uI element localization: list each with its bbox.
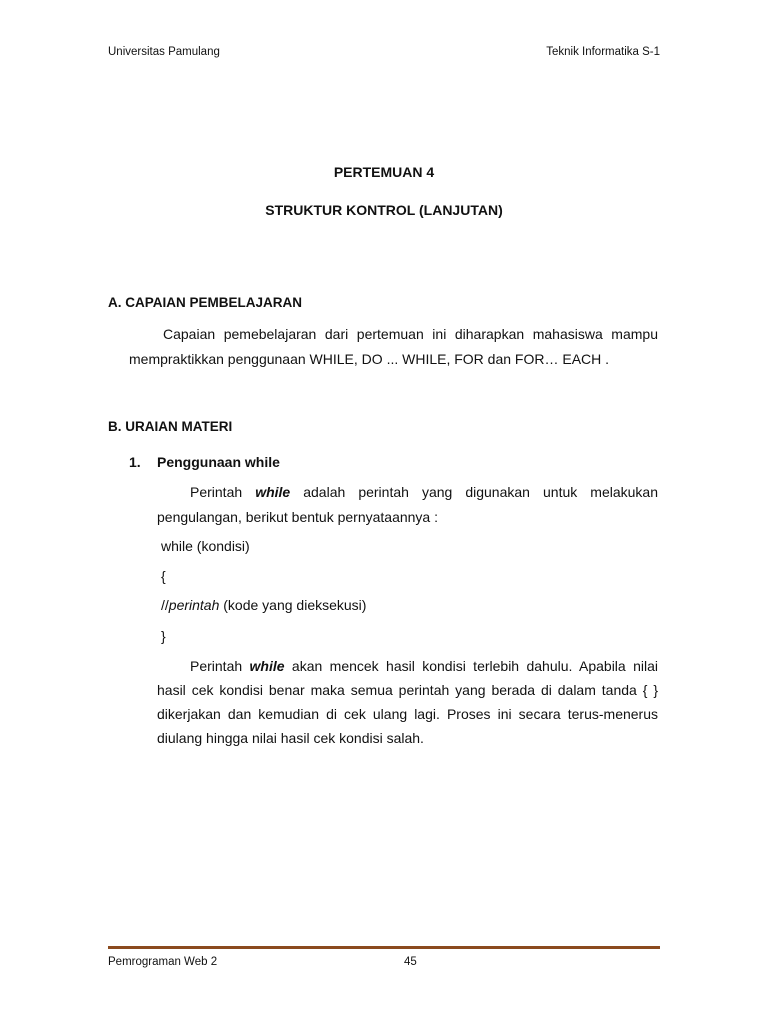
topic-title: STRUKTUR KONTROL (LANJUTAN) bbox=[265, 202, 503, 218]
paragraph-line: dikerjakan dan kemudian di cek ulang lagi. Proses ini secara terus-menerus bbox=[157, 706, 658, 722]
section-a-heading: A. CAPAIAN PEMBELAJARAN bbox=[108, 295, 303, 310]
item-number: 1. bbox=[129, 454, 141, 470]
paragraph-line: diulang hingga nilai hasil cek kondisi salah. bbox=[157, 730, 424, 746]
header-right: Teknik Informatika S-1 bbox=[546, 46, 660, 58]
text: (kode yang dieksekusi) bbox=[219, 597, 367, 613]
code-line: while (kondisi) bbox=[161, 538, 250, 554]
header-left: Universitas Pamulang bbox=[108, 46, 220, 58]
footer-left: Pemrograman Web 2 bbox=[108, 956, 218, 968]
meeting-title: PERTEMUAN 4 bbox=[333, 164, 435, 180]
section-a-line: Capaian pemebelajaran dari pertemuan ini diharapkan mahasiswa mampu bbox=[163, 326, 658, 342]
section-a-line: mempraktikkan penggunaan WHILE, DO ... WHILE, FOR dan FOR… EACH . bbox=[129, 351, 610, 367]
paragraph-line: hasil cek kondisi benar maka semua perintah yang berada di dalam tanda { } bbox=[157, 682, 658, 698]
code-line bbox=[161, 596, 366, 614]
section-b-heading: B. URAIAN MATERI bbox=[108, 419, 233, 434]
code-line: } bbox=[161, 628, 166, 644]
text: akan mencek hasil kondisi terlebih dahulu. Apabila nilai bbox=[284, 658, 658, 674]
text: // bbox=[161, 597, 169, 613]
keyword: while bbox=[249, 658, 285, 674]
paragraph-line bbox=[190, 657, 658, 675]
paragraph-line: pengulangan, berikut bentuk pernyataannya : bbox=[157, 509, 438, 525]
text: adalah perintah yang digunakan untuk melakukan bbox=[290, 484, 658, 500]
footer-rule bbox=[108, 946, 660, 949]
item-title: Penggunaan while bbox=[157, 454, 280, 470]
text: Perintah bbox=[190, 484, 256, 500]
code-line: { bbox=[161, 568, 166, 584]
paragraph-line bbox=[190, 483, 658, 501]
text: perintah bbox=[168, 597, 220, 613]
page-number: 45 bbox=[404, 956, 417, 968]
text: Perintah bbox=[190, 658, 250, 674]
keyword: while bbox=[255, 484, 291, 500]
